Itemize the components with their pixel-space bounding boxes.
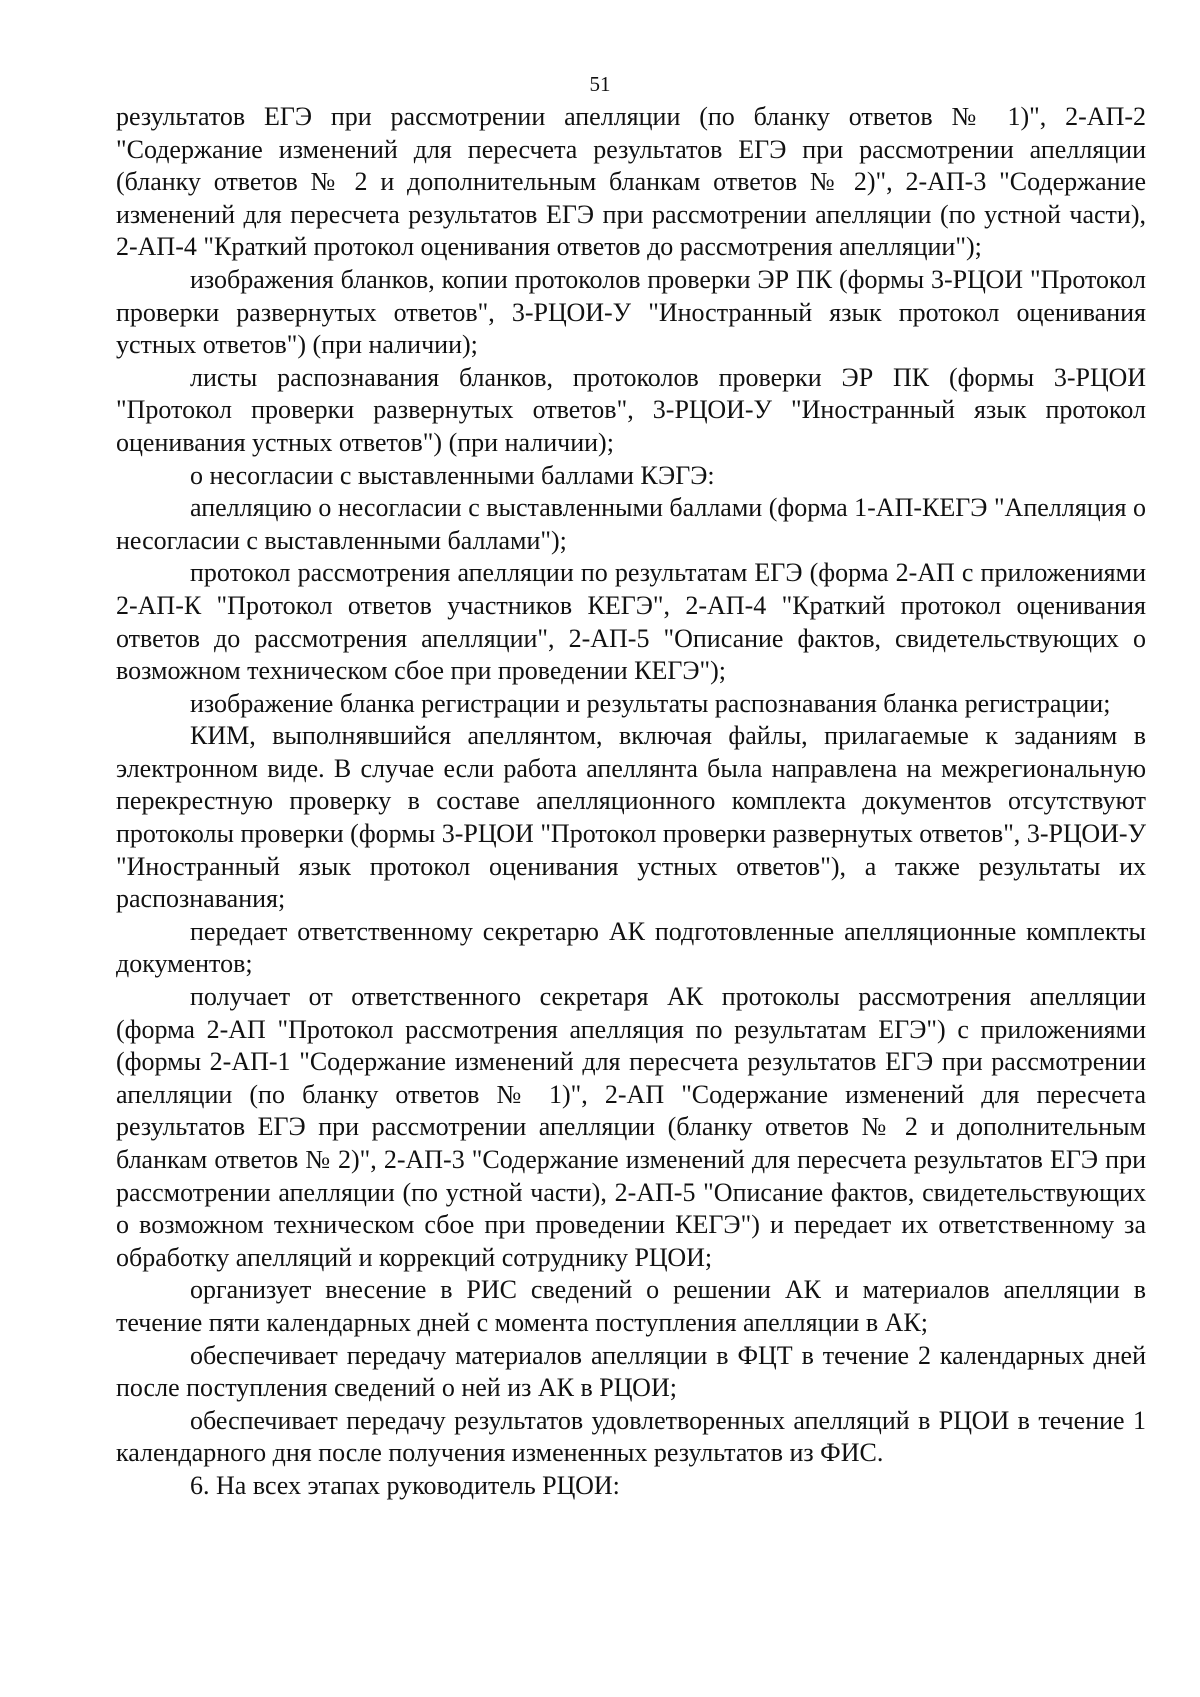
paragraph-continuation: результатов ЕГЭ при рассмотрении апелляции (по бланку ответов № 1)", 2-АП-2 "Содержание изменений для пересчета результатов ЕГЭ при рассмотрении апелляции (бланку ответов № 2 и дополнительным бланкам ответов № 2)", 2-АП-3 "Содержание изменений для пересчета результатов ЕГЭ при рассмотрении апелляции (по устной части), 2-АП-4 "Краткий протокол оценивания ответов до рассмотрения апелляции"); (116, 102, 1146, 262)
paragraph-registration-blank: изображение бланка регистрации и результаты распознавания бланка регистрации; (190, 688, 1111, 718)
paragraph-transfer-to-secretary: передает ответственному секретарю АК подготовленные апелляционные комплекты документов; (116, 916, 1146, 979)
paragraph-kim: КИМ, выполнявшийся апеллянтом, включая файлы, прилагаемые к заданиям в электронном виде. В случае если работа апеллянта была направлена на межрегиональную перекрестную проверку в составе апелляционного комплекта документов отсутствуют протоколы проверки (формы 3-РЦОИ "Протокол проверки развернутых ответов", 3-РЦОИ-У "Иностранный язык протокол оценивания устных ответов"), а также результаты их распознавания; (116, 721, 1146, 914)
paragraph-receive-protocols: получает от ответственного секретаря АК протоколы рассмотрения апелляции (форма 2-АП "Протокол рассмотрения апелляция по результатам ЕГЭ") с приложениями (формы 2-АП-1 "Содержание изменений для пересчета результатов ЕГЭ при рассмотрении апелляции (по бланку ответов № 1)", 2-АП "Содержание изменений для пересчета результатов ЕГЭ при рассмотрении апелляции (бланку ответов № 2 и дополнительным бланкам ответов № 2)", 2-АП-3 "Содержание изменений для пересчета результатов ЕГЭ при рассмотрении апелляции (по устной части), 2-АП-5 "Описание фактов, свидетельствующих о возможном техническом сбое при проведении КЕГЭ") и передает их ответственному за обработку апелляций и коррекций сотруднику РЦОИ; (116, 982, 1146, 1272)
paragraph-blank-images: изображения бланков, копии протоколов проверки ЭР ПК (формы 3-РЦОИ "Протокол проверки развернутых ответов", 3-РЦОИ-У "Иностранный язык протокол оценивания устных ответов") (при наличии); (116, 264, 1146, 360)
paragraph-results-transfer: обеспечивает передачу результатов удовлетворенных апелляций в РЦОИ в течение 1 календарного дня после получения измененных результатов из ФИС. (116, 1405, 1146, 1468)
page-number: 51 (589, 72, 611, 96)
document-body (116, 101, 1146, 1503)
paragraph-section-6: 6. На всех этапах руководитель РЦОИ: (190, 1470, 620, 1500)
paragraph-ris-entry: организует внесение в РИС сведений о решении АК и материалов апелляции в течение пяти календарных дней с момента поступления апелляции в АК; (116, 1275, 1146, 1337)
paragraph-recognition-sheets: листы распознавания бланков, протоколов проверки ЭР ПК (формы 3-РЦОИ "Протокол проверки развернутых ответов", 3-РЦОИ-У "Иностранный язык протокол оценивания устных ответов") (при наличии); (116, 362, 1146, 457)
paragraph-fct-transfer: обеспечивает передачу материалов апелляции в ФЦТ в течение 2 календарных дней после поступления сведений о ней из АК в РЦОИ; (116, 1340, 1146, 1403)
paragraph-kege-heading: о несогласии с выставленными баллами КЭГЭ: (190, 460, 715, 490)
paragraph-kege-protocol: протокол рассмотрения апелляции по результатам ЕГЭ (форма 2-АП с приложениями 2-АП-К "Протокол ответов участников КЕГЭ", 2-АП-4 "Краткий протокол оценивания ответов до рассмотрения апелляции", 2-АП-5 "Описание фактов, свидетельствующих о возможном техническом сбое при проведении КЕГЭ"); (116, 558, 1146, 686)
paragraph-kege-appeal: апелляцию о несогласии с выставленными баллами (форма 1-АП-КЕГЭ "Апелляция о несогласии с выставленными баллами"); (116, 493, 1146, 555)
